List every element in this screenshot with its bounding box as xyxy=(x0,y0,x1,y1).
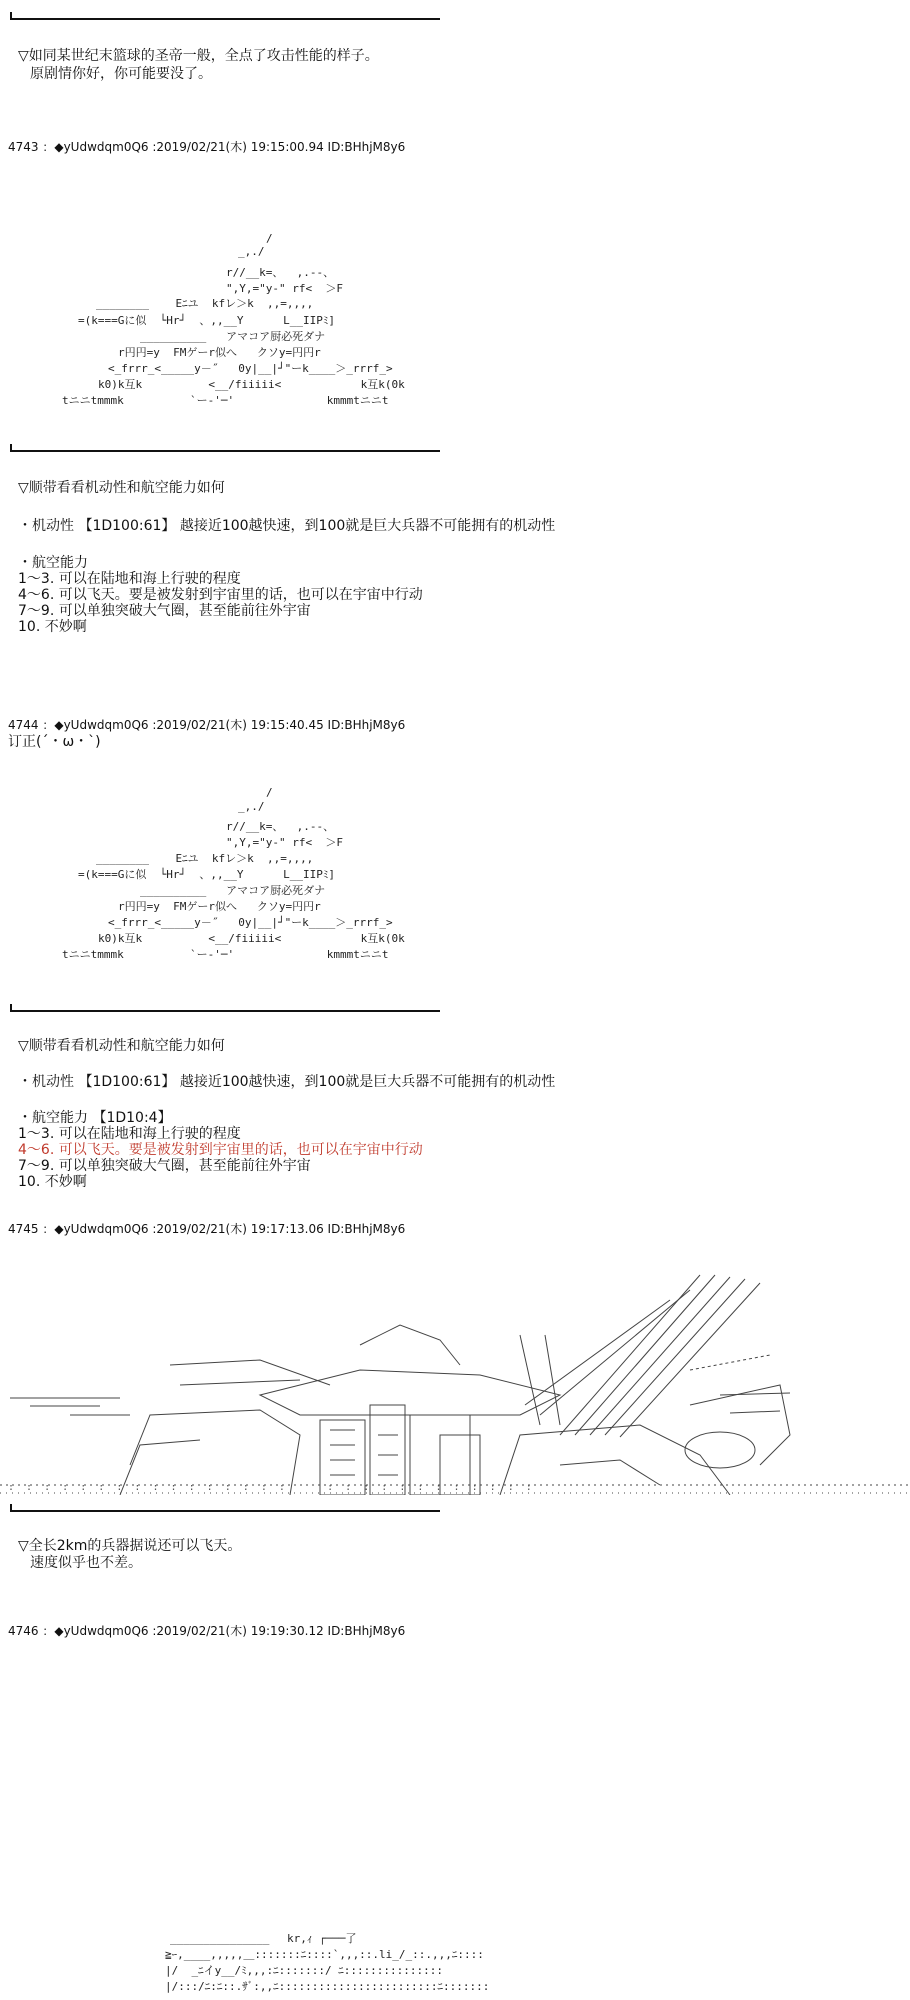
post-header: 4744 ：◆yUdwdqm0Q6 :2019/02/21(木) 19:15:40.45 ID:BHhjM8y6 xyxy=(8,718,406,732)
mobility-line: ・机动性 【1D100:61】 越接近100越快速，到100就是巨大兵器不可能拥有的机动性 xyxy=(18,1074,556,1090)
aa-line: r//__k=、 ,.--、 xyxy=(226,266,335,279)
aa-line: |/:::/ﾆ:ﾆ::.ｻﾞ:,,ﾆ::::::::::::::::::::::::ﾆ::::::: xyxy=(165,1980,490,1993)
aa-line: ________ Eﾆユ kfレ＞k ,,=,,,, xyxy=(96,852,314,865)
result-line: 1～3. 可以在陆地和海上行驶的程度 xyxy=(18,1126,241,1142)
aa-line: r//__k=、 ,.--、 xyxy=(226,820,335,833)
aa-line: =(k===Gに似 └Hr┘ 、,,__Y L__IIPﾐ] xyxy=(78,868,336,881)
aa-line: _,./ xyxy=(238,800,265,813)
section-title: ▽顺带看看机动性和航空能力如何 xyxy=(18,1038,225,1054)
narration-line: ▽全长2km的兵器据说还可以飞天。 xyxy=(18,1538,242,1554)
aa-line: =(k===Gに似 └Hr┘ 、,,__Y L__IIPﾐ] xyxy=(78,314,336,327)
narration-line: ▽如同某世纪末篮球的圣帝一般，全点了攻击性能的样子。 xyxy=(18,48,379,64)
aa-line: ",Y,="y-" rf< ＞F xyxy=(226,282,343,295)
aviation-line: ・航空能力 xyxy=(18,555,88,571)
aa-line: tニニtmmmk `ー‐'─' kmmmtニニt xyxy=(62,948,389,961)
post-header: 4743 ：◆yUdwdqm0Q6 :2019/02/21(木) 19:15:00.94 ID:BHhjM8y6 xyxy=(8,140,406,154)
aa-line: _______________ kr,ｨ ┌───了 xyxy=(170,1932,357,1945)
aa-line: k0)k互k <__/fiiiii< k互k(0k xyxy=(98,932,405,945)
battle-scene-art xyxy=(0,1265,910,1495)
section-title: ▽顺带看看机动性和航空能力如何 xyxy=(18,480,225,496)
result-line: 1～3. 可以在陆地和海上行驶的程度 xyxy=(18,571,241,587)
result-line: 10. 不妙啊 xyxy=(18,1174,87,1190)
aa-line: __________ アマコア厨必死ダナ xyxy=(140,330,326,343)
separator-line xyxy=(10,1510,440,1512)
result-line: 10. 不妙啊 xyxy=(18,619,87,635)
result-line: 4～6. 可以飞天。要是被发射到宇宙里的话，也可以在宇宙中行动 xyxy=(18,587,423,603)
aa-line: <_frrr_<_____y－˝ 0y|__|┘"ーk____＞_rrrf_> xyxy=(108,362,393,375)
separator-line xyxy=(10,1010,440,1012)
aa-line: r円円=y FMゲーr似へ クソy=円円r xyxy=(118,900,321,913)
aa-line: ",Y,="y-" rf< ＞F xyxy=(226,836,343,849)
mobility-line: ・机动性 【1D100:61】 越接近100越快速，到100就是巨大兵器不可能拥有的机动性 xyxy=(18,518,556,534)
aa-line: / xyxy=(266,232,273,245)
separator-line xyxy=(10,450,440,452)
aa-line: / xyxy=(266,786,273,799)
result-line-highlighted: 4～6. 可以飞天。要是被发射到宇宙里的话，也可以在宇宙中行动 xyxy=(18,1142,423,1158)
post-header: 4746 ：◆yUdwdqm0Q6 :2019/02/21(木) 19:19:30.12 ID:BHhjM8y6 xyxy=(8,1624,406,1638)
aa-line: __________ アマコア厨必死ダナ xyxy=(140,884,326,897)
aa-line: |/ _ﾆイy__/ﾐ,,,:ﾆ:::::::/ ﾆ::::::::::::::: xyxy=(165,1964,444,1977)
aa-line: tニニtmmmk `ー‐'─' kmmmtニニt xyxy=(62,394,389,407)
aa-line: _,./ xyxy=(238,245,265,258)
aa-line: ≧ｰ,____,,,,,＿:::::::ﾆ::::`,,,::.li_/_::.,,,ﾆ:::: xyxy=(165,1948,484,1961)
narration-line: 速度似乎也不差。 xyxy=(30,1555,142,1571)
separator-line xyxy=(10,18,440,20)
aa-line: k0)k互k <__/fiiiii< k互k(0k xyxy=(98,378,405,391)
post-header: 4745 ：◆yUdwdqm0Q6 :2019/02/21(木) 19:17:13.06 ID:BHhjM8y6 xyxy=(8,1222,406,1236)
aa-line: r円円=y FMゲーr似へ クソy=円円r xyxy=(118,346,321,359)
result-line: 7～9. 可以单独突破大气圈，甚至能前往外宇宙 xyxy=(18,1158,311,1174)
ground-dots: : : : : : : : : : : : : : : : : : : : : : : : : : : : : xyxy=(8,1482,532,1493)
narration-line: 原剧情你好，你可能要没了。 xyxy=(30,66,212,82)
aviation-line: ・航空能力 【1D10:4】 xyxy=(18,1110,172,1126)
result-line: 7～9. 可以单独突破大气圈，甚至能前往外宇宙 xyxy=(18,603,311,619)
aa-line: <_frrr_<_____y－˝ 0y|__|┘"ーk____＞_rrrf_> xyxy=(108,916,393,929)
aa-line: ________ Eﾆユ kfレ＞k ,,=,,,, xyxy=(96,297,314,310)
correction-line: 订正(´・ω・`) xyxy=(8,734,101,750)
